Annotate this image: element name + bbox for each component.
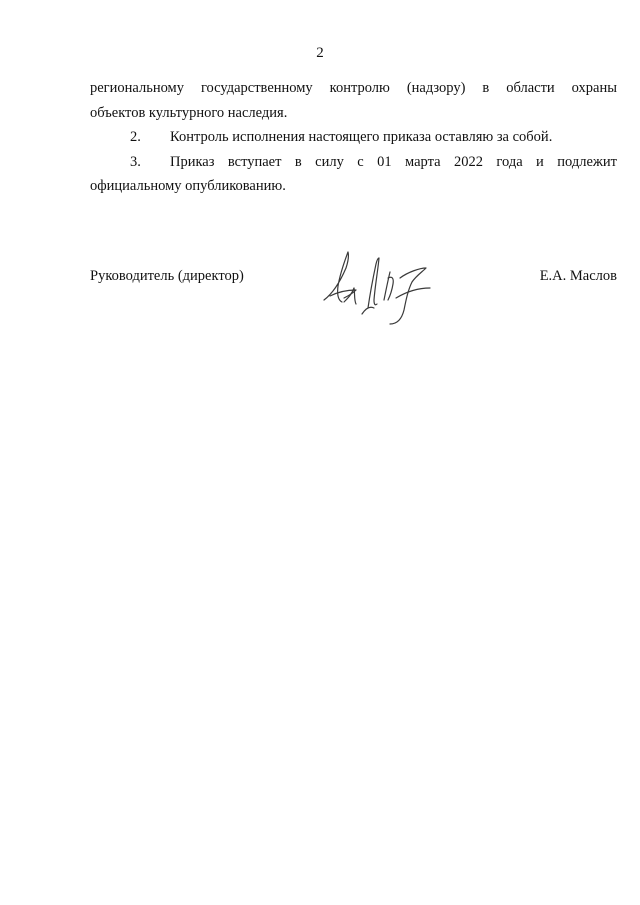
list-item-3 <box>90 150 617 199</box>
page-number: 2 <box>316 45 324 61</box>
signer-name: Е.А. Маслов <box>539 268 617 284</box>
list-item-text: Контроль исполнения настоящего приказа оставляю за собой. <box>170 129 553 145</box>
signature-block <box>90 266 617 326</box>
paragraph-line: региональному государственному контролю (надзору) в области охраны <box>90 80 617 96</box>
list-item-number: 2. <box>130 129 141 145</box>
document-body <box>90 76 617 199</box>
paragraph-line: объектов культурного наследия. <box>90 104 288 121</box>
list-item-2 <box>90 125 617 150</box>
list-item-number: 3. <box>130 153 141 170</box>
paragraph-intro <box>90 76 617 125</box>
handwritten-signature-icon <box>318 238 448 328</box>
signer-role: Руководитель (директор) <box>90 268 244 284</box>
list-item-text: Приказ вступает в силу с 01 марта 2022 года и подлежит <box>170 153 617 170</box>
list-item-text-continued: официальному опубликованию. <box>90 178 286 194</box>
